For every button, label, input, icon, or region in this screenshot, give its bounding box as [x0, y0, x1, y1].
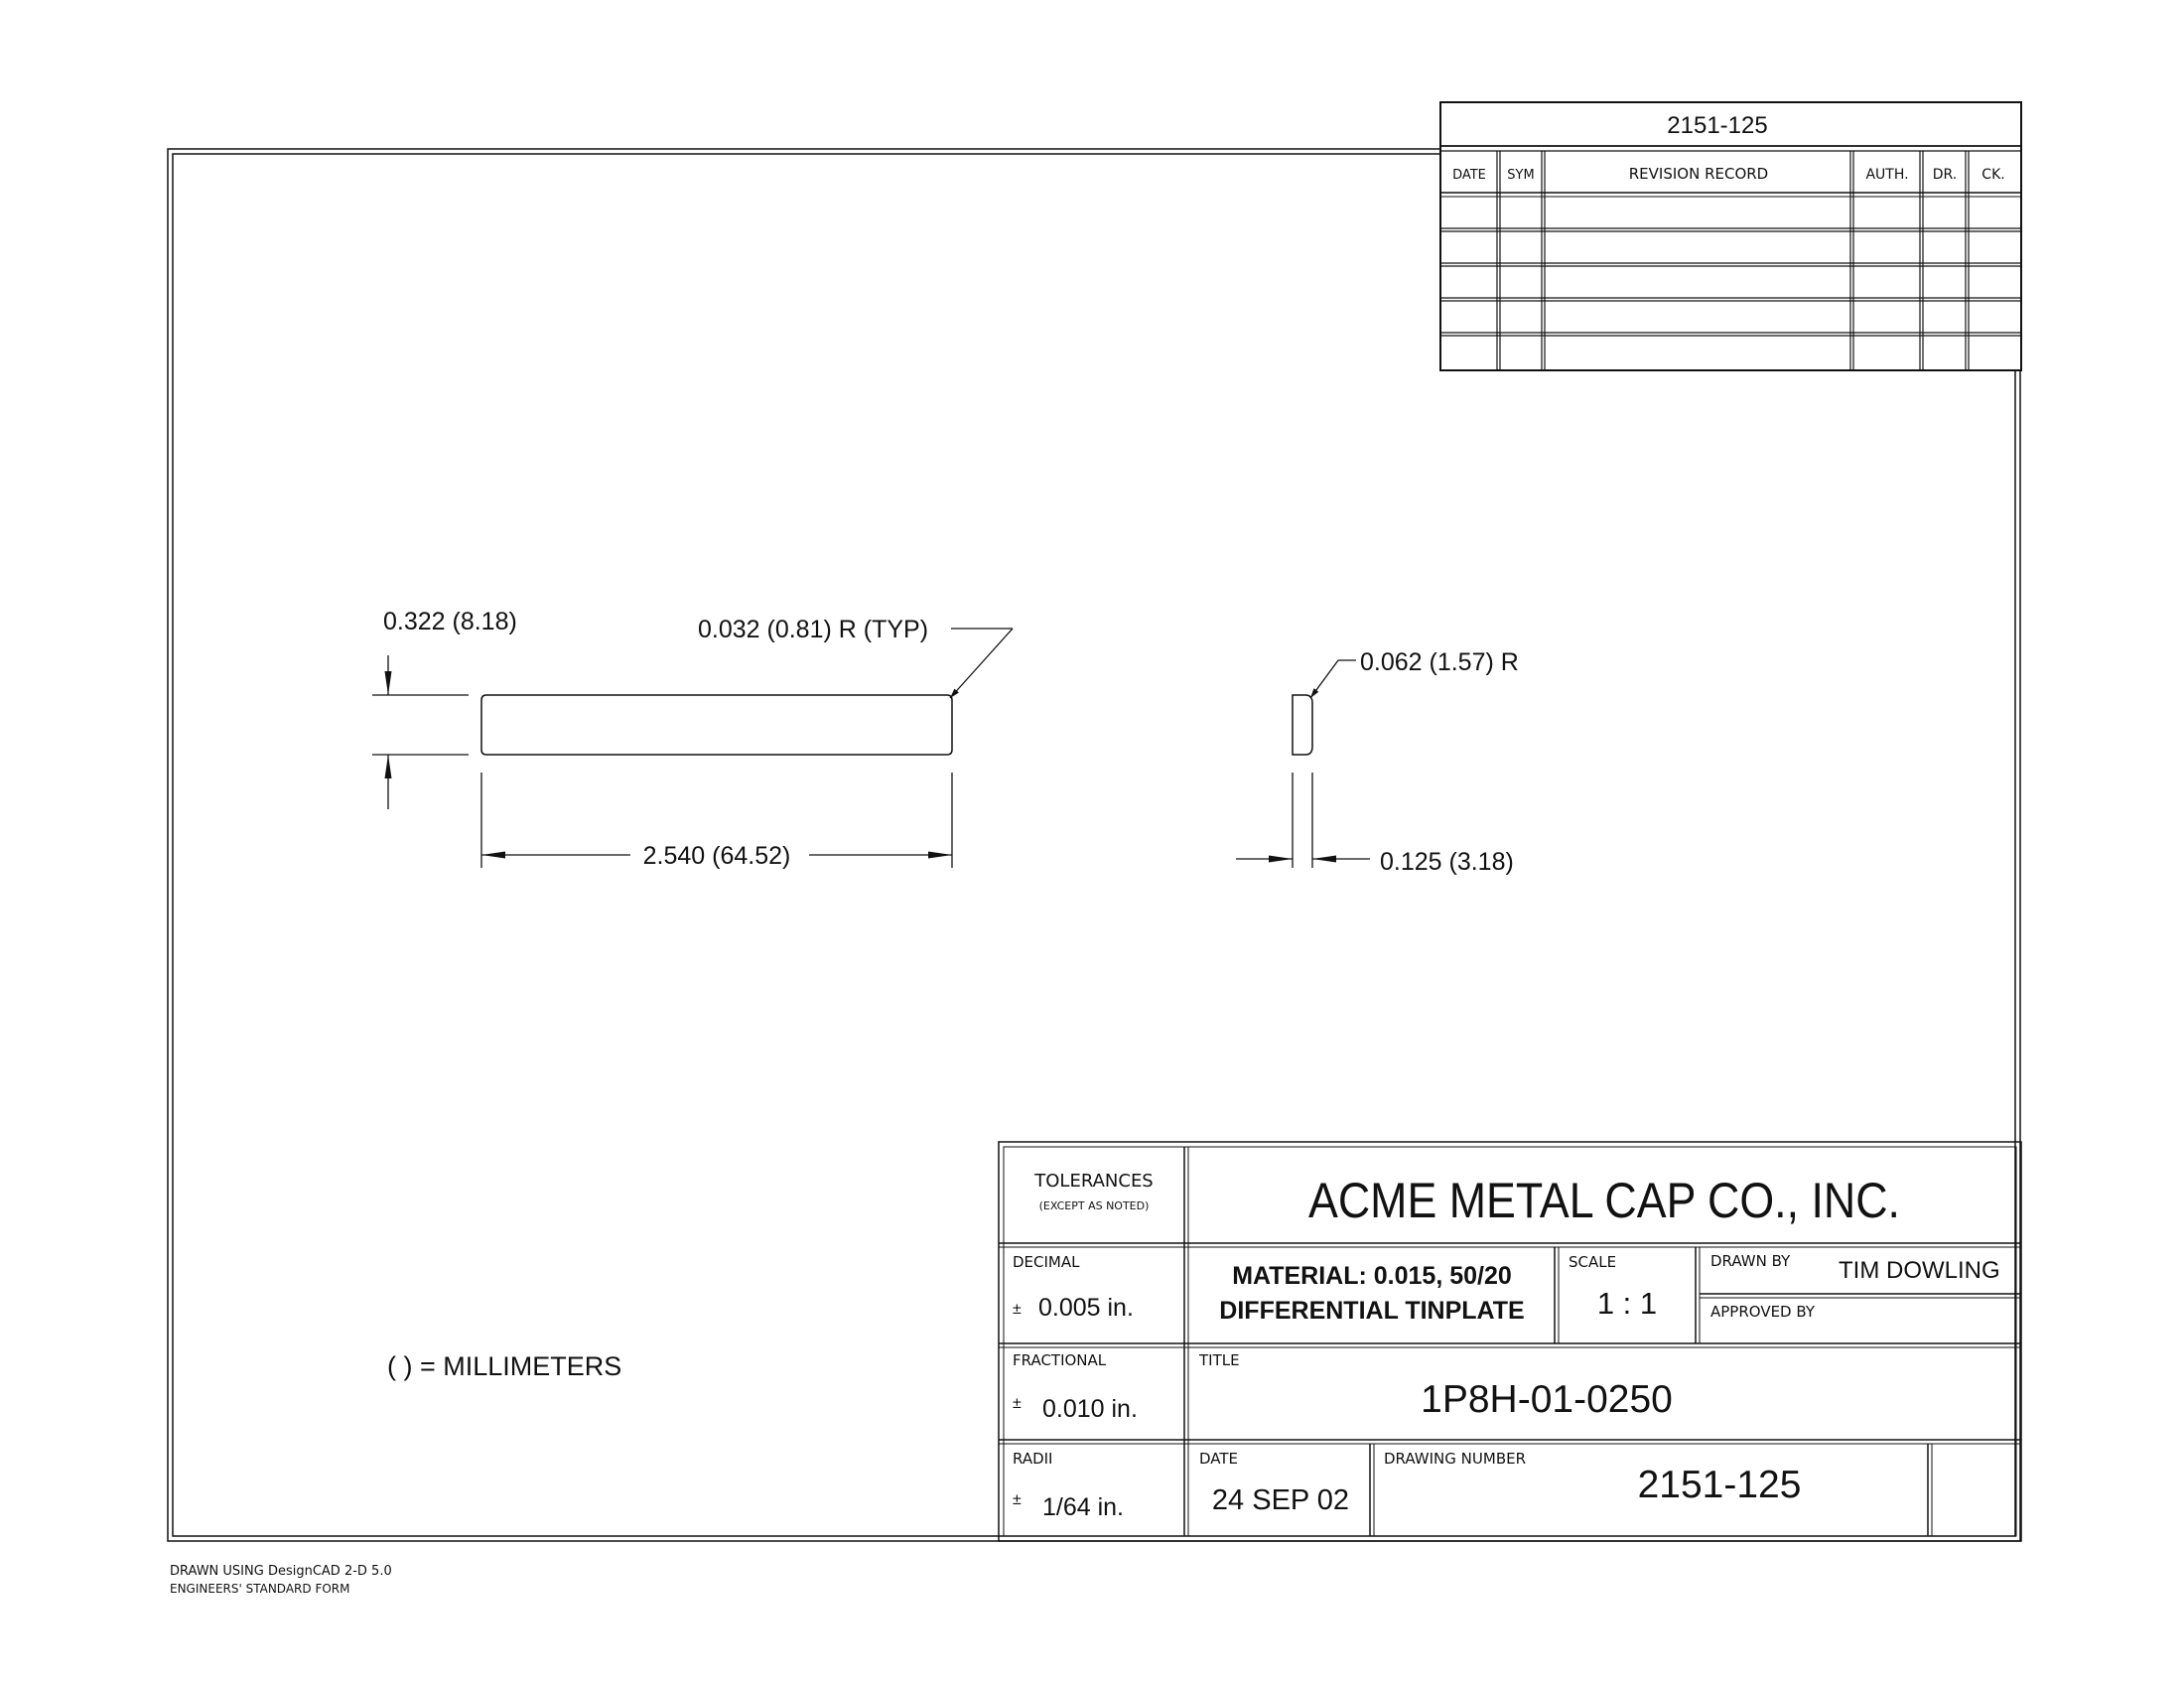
footer-line-2: ENGINEERS' STANDARD FORM: [170, 1582, 350, 1596]
approved-by-label: APPROVED BY: [1710, 1303, 1816, 1321]
rev-header-auth: AUTH.: [1865, 167, 1909, 183]
rev-header-dr: DR.: [1932, 167, 1958, 183]
tolerances-label: TOLERANCES: [1034, 1171, 1154, 1192]
dim-height-label: 0.322 (8.18): [383, 608, 517, 635]
height-dimension: [372, 655, 469, 809]
scale-value: 1 : 1: [1596, 1286, 1658, 1321]
units-note: ( ) = MILLIMETERS: [387, 1351, 622, 1381]
radii-value: 1/64 in.: [1042, 1493, 1125, 1521]
radii-label: RADII: [1013, 1450, 1053, 1468]
company-name: ACME METAL CAP CO., INC.: [1308, 1173, 1900, 1228]
rev-header-revision-record: REVISION RECORD: [1628, 165, 1769, 183]
title-label: TITLE: [1199, 1351, 1240, 1369]
rev-header-sym: SYM: [1507, 168, 1535, 183]
tolerances-sublabel: (EXCEPT AS NOTED): [1038, 1199, 1150, 1212]
dim-thickness-label: 0.125 (3.18): [1380, 848, 1514, 876]
drawing-number-value: 2151-125: [1637, 1464, 1802, 1506]
drawn-by-value: TIM DOWLING: [1839, 1257, 2000, 1284]
revision-drawing-number: 2151-125: [1667, 112, 1768, 139]
edge-radius-leader: [1310, 660, 1356, 698]
rev-header-ck: CK.: [1981, 167, 2005, 183]
material-line-1: MATERIAL: 0.015, 50/20: [1232, 1262, 1512, 1290]
date-label: DATE: [1199, 1450, 1239, 1468]
drawing-number-label: DRAWING NUMBER: [1384, 1450, 1527, 1468]
material-line-2: DIFFERENTIAL TINPLATE: [1219, 1297, 1525, 1325]
fractional-label: FRACTIONAL: [1013, 1351, 1107, 1369]
decimal-value: 0.005 in.: [1038, 1294, 1134, 1322]
decimal-plusminus: ±: [1013, 1301, 1022, 1318]
part-front-view: [481, 695, 952, 755]
corner-radius-leader: [950, 629, 1013, 698]
thickness-dimension: [1236, 773, 1370, 868]
revision-block: [1440, 102, 2021, 370]
footer-line-1: DRAWN USING DesignCAD 2-D 5.0: [170, 1564, 392, 1579]
title-value: 1P8H-01-0250: [1421, 1378, 1673, 1421]
dim-corner-radius-label: 0.032 (0.81) R (TYP): [698, 616, 929, 643]
rev-header-date: DATE: [1452, 168, 1486, 183]
scale-label: SCALE: [1569, 1253, 1617, 1271]
fractional-plusminus: ±: [1013, 1395, 1022, 1412]
dim-length-label: 2.540 (64.52): [642, 842, 791, 870]
part-side-view: [1293, 695, 1312, 755]
dim-edge-radius-label: 0.062 (1.57) R: [1360, 648, 1519, 676]
decimal-label: DECIMAL: [1013, 1253, 1080, 1271]
date-value: 24 SEP 02: [1211, 1484, 1350, 1516]
radii-plusminus: ±: [1013, 1491, 1022, 1508]
drawn-by-label: DRAWN BY: [1710, 1252, 1791, 1270]
fractional-value: 0.010 in.: [1042, 1395, 1138, 1423]
